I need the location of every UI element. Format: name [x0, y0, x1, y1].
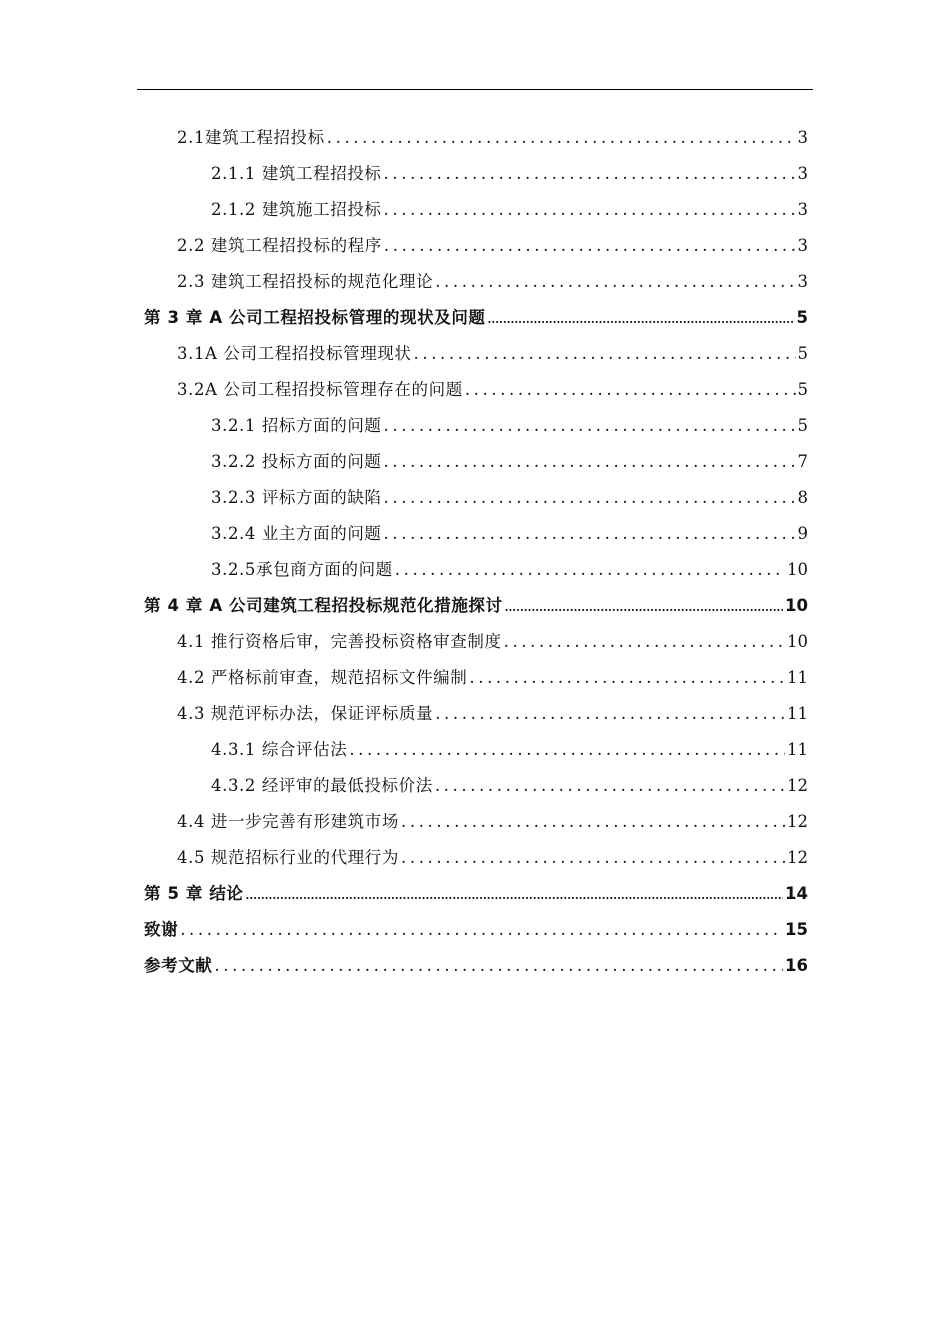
toc-page-number: 10 [785, 596, 808, 615]
toc-entry-label: 3.2.2 投标方面的问题 [211, 452, 382, 471]
toc-entry[interactable] [211, 772, 808, 800]
toc-leader-dots [384, 412, 796, 440]
toc-entry-label: 2.1建筑工程招投标 [177, 128, 325, 147]
toc-chapter-entry[interactable] [144, 304, 808, 332]
toc-page-number: 11 [787, 704, 808, 723]
toc-page-number: 5 [797, 344, 808, 363]
toc-leader-dots [384, 484, 796, 512]
toc-entry-label: 第 5 章 结论 [144, 884, 244, 903]
toc-entry-label: 4.4 进一步完善有形建筑市场 [177, 812, 399, 831]
toc-entry[interactable] [177, 340, 808, 368]
toc-leader-dots [435, 772, 785, 800]
toc-leader-dots [435, 268, 795, 296]
toc-entry[interactable] [177, 628, 808, 656]
toc-chapter-entry[interactable] [144, 880, 808, 908]
toc-entry-label: 第 3 章 A 公司工程招投标管理的现状及问题 [144, 308, 486, 327]
toc-page-number: 11 [787, 668, 808, 687]
toc-leader-dots [180, 916, 783, 944]
toc-page-number: 9 [797, 524, 808, 543]
toc-entry[interactable] [177, 700, 808, 728]
toc-entry[interactable] [177, 844, 808, 872]
toc-leader-dots [384, 448, 796, 476]
toc-entry[interactable] [177, 268, 808, 296]
toc-entry[interactable] [211, 736, 808, 764]
toc-entry[interactable] [177, 124, 808, 152]
toc-entry-label: 3.2.5承包商方面的问题 [211, 560, 393, 579]
toc-leader-dots [327, 124, 796, 152]
header-rule [137, 89, 813, 90]
toc-page-number: 10 [787, 632, 808, 651]
toc-entry[interactable] [177, 664, 808, 692]
toc-entry-label: 3.2.1 招标方面的问题 [211, 416, 382, 435]
toc-entry-label: 4.3.2 经评审的最低投标价法 [211, 776, 433, 795]
toc-entry[interactable] [211, 484, 808, 512]
toc-entry-label: 4.1 推行资格后审，完善投标资格审查制度 [177, 632, 502, 651]
toc-entry[interactable] [211, 520, 808, 548]
toc-page-number: 12 [787, 848, 808, 867]
toc-leader-dots [469, 664, 785, 692]
toc-entry-references[interactable] [144, 952, 808, 980]
toc-leader-dots [401, 808, 785, 836]
toc-page-number: 3 [797, 128, 808, 147]
toc-leader-dots [435, 700, 785, 728]
toc-entry[interactable] [177, 376, 808, 404]
toc-entry-acknowledgements[interactable] [144, 916, 808, 944]
toc-entry-label: 2.1.1 建筑工程招投标 [211, 164, 382, 183]
toc-entry-label: 3.2.4 业主方面的问题 [211, 524, 382, 543]
toc-entry-label: 致谢 [144, 920, 179, 939]
toc-leader-dots [246, 882, 784, 910]
toc-leader-dots [401, 844, 785, 872]
toc-leader-dots [395, 556, 785, 584]
toc-entry[interactable] [211, 160, 808, 188]
toc-entry-label: 参考文献 [144, 956, 213, 975]
toc-leader-dots [214, 952, 783, 980]
toc-page-number: 5 [797, 416, 808, 435]
toc-chapter-entry[interactable] [144, 592, 808, 620]
toc-entry-label: 2.3 建筑工程招投标的规范化理论 [177, 272, 434, 291]
toc-page-number: 5 [796, 308, 808, 327]
toc-page-number: 3 [797, 200, 808, 219]
toc-page-number: 11 [787, 740, 808, 759]
toc-page-number: 5 [797, 380, 808, 399]
toc-leader-dots [488, 306, 795, 334]
toc-leader-dots [414, 340, 796, 368]
toc-entry-label: 第 4 章 A 公司建筑工程招投标规范化措施探讨 [144, 596, 503, 615]
toc-entry-label: 3.2A 公司工程招投标管理存在的问题 [177, 380, 463, 399]
toc-leader-dots [465, 376, 796, 404]
toc-entry-label: 4.3 规范评标办法，保证评标质量 [177, 704, 434, 723]
toc-entry-label: 2.1.2 建筑施工招投标 [211, 200, 382, 219]
toc-page-number: 3 [797, 236, 808, 255]
toc-page-number: 12 [787, 776, 808, 795]
toc-page-number: 15 [785, 920, 808, 939]
toc-page-number: 3 [797, 272, 808, 291]
toc-entry-label: 3.1A 公司工程招投标管理现状 [177, 344, 412, 363]
toc-page-number: 8 [797, 488, 808, 507]
toc-leader-dots [384, 520, 796, 548]
toc-page-number: 12 [787, 812, 808, 831]
toc-page-number: 3 [797, 164, 808, 183]
toc-entry[interactable] [211, 556, 808, 584]
toc-leader-dots [384, 232, 796, 260]
toc-leader-dots [384, 160, 796, 188]
toc-leader-dots [384, 196, 796, 224]
toc-page-number: 10 [787, 560, 808, 579]
toc-entry-label: 4.3.1 综合评估法 [211, 740, 348, 759]
toc-entry[interactable] [211, 196, 808, 224]
toc-entry-label: 3.2.3 评标方面的缺陷 [211, 488, 382, 507]
toc-page-number: 7 [797, 452, 808, 471]
toc-leader-dots [349, 736, 785, 764]
toc-page-number: 16 [785, 956, 808, 975]
toc-entry[interactable] [177, 232, 808, 260]
toc-entry[interactable] [177, 808, 808, 836]
toc-leader-dots [504, 628, 785, 656]
toc-entry[interactable] [211, 412, 808, 440]
toc-page-number: 14 [785, 884, 808, 903]
toc-entry-label: 2.2 建筑工程招投标的程序 [177, 236, 382, 255]
toc-entry-label: 4.5 规范招标行业的代理行为 [177, 848, 399, 867]
toc-leader-dots [505, 594, 783, 622]
toc-entry[interactable] [211, 448, 808, 476]
toc-entry-label: 4.2 严格标前审查，规范招标文件编制 [177, 668, 468, 687]
